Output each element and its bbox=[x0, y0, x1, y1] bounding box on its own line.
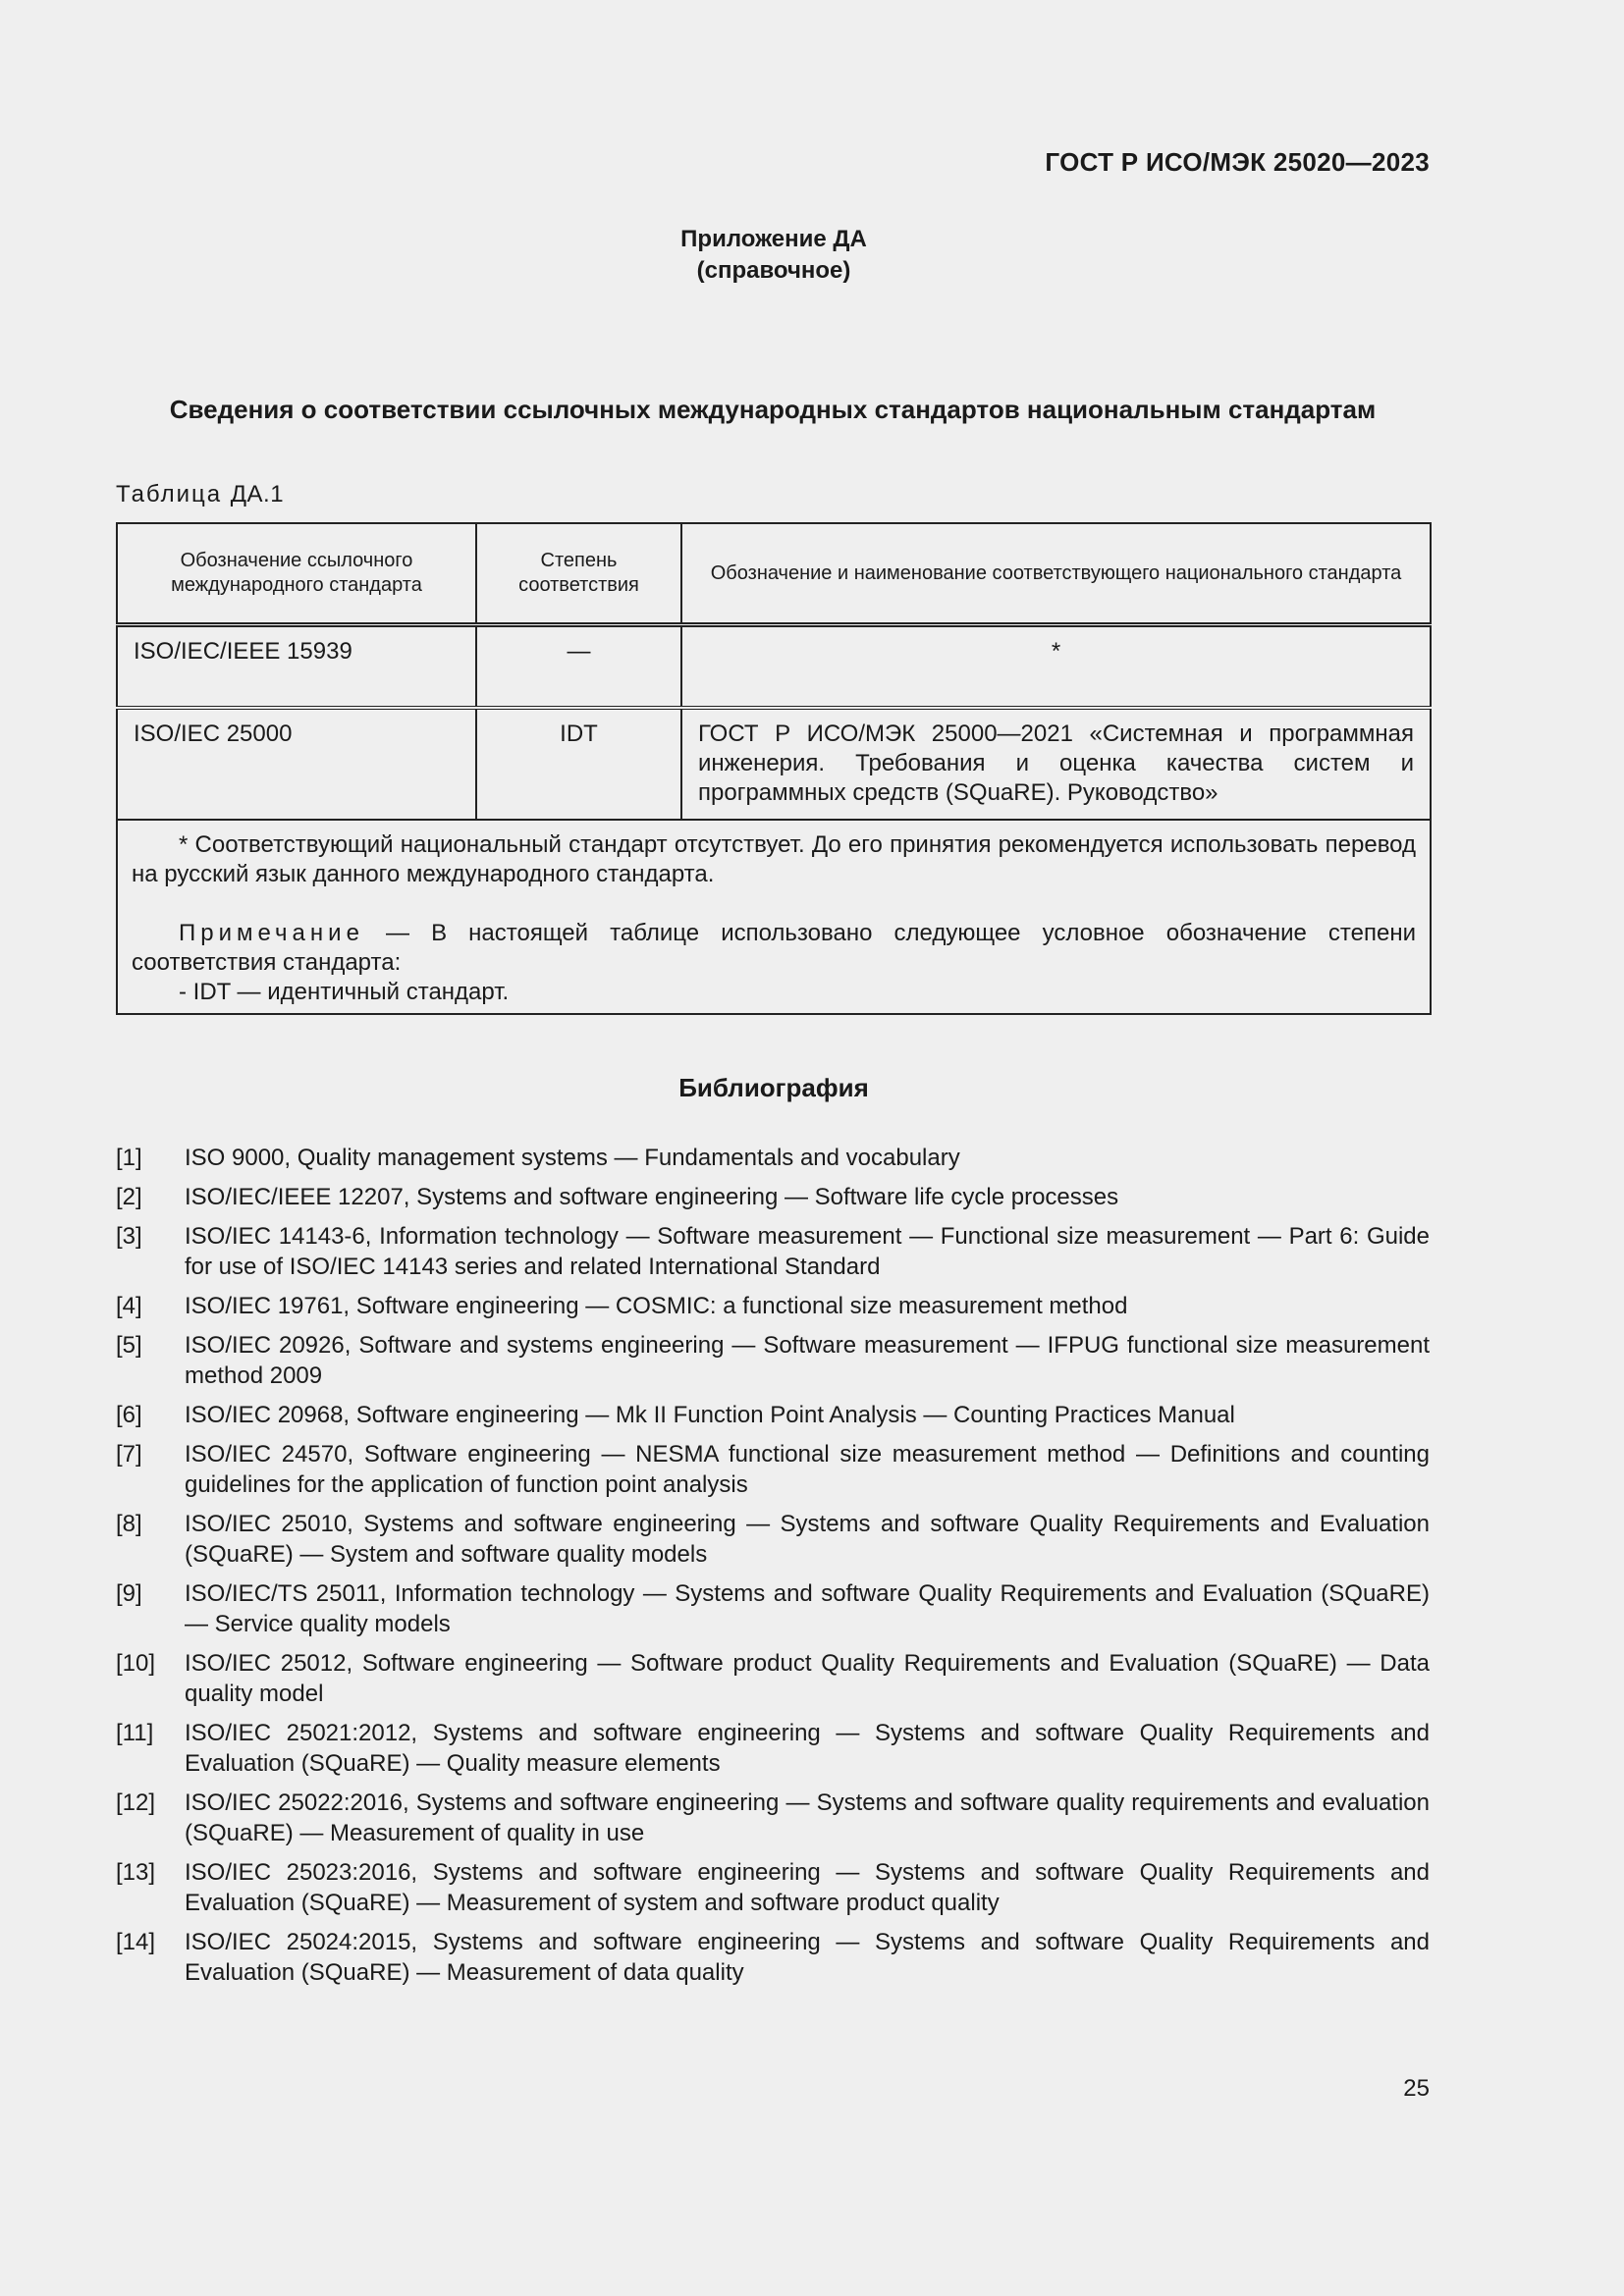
list-item-number: [7] bbox=[116, 1441, 142, 1468]
table-cell-national: ГОСТ Р ИСО/МЭК 25000—2021 «Системная и программная инженерия. Требования и оценка качества систем и программных средств (SQuaRE). Руководство» bbox=[681, 708, 1431, 820]
list-item-number: [14] bbox=[116, 1929, 156, 1955]
list-item-number: [13] bbox=[116, 1859, 156, 1886]
list-item-text: ISO/IEC 25023:2016, Systems and software engineering — Systems and software Quality Requirements and Evaluation (SQuaRE) — Measurement of system and software product quality bbox=[185, 1859, 1430, 1916]
list-item-text: ISO/IEC 25024:2015, Systems and software engineering — Systems and software Quality Requirements and Evaluation (SQuaRE) — Measurement of data quality bbox=[185, 1929, 1430, 1986]
table-note bbox=[132, 919, 1416, 978]
note-label: Примечание bbox=[179, 920, 364, 946]
appendix-subtitle: (справочное) bbox=[696, 257, 851, 284]
table-cell-degree: IDT bbox=[476, 708, 681, 820]
list-item-text: ISO/IEC 20968, Software engineering — Mk II Function Point Analysis — Counting Practices Manual bbox=[185, 1402, 1235, 1428]
column-header: Обозначение и наименование соответствующего национального стандарта bbox=[681, 523, 1431, 625]
list-item bbox=[116, 1330, 1430, 1391]
list-item-number: [10] bbox=[116, 1650, 156, 1677]
list-item bbox=[116, 1400, 1430, 1430]
list-item-text: ISO/IEC 20926, Software and systems engineering — Software measurement — IFPUG functional size measurement method 2009 bbox=[185, 1332, 1430, 1389]
list-item-text: ISO/IEC/IEEE 12207, Systems and software engineering — Software life cycle processes bbox=[185, 1184, 1119, 1210]
list-item-number: [8] bbox=[116, 1511, 142, 1537]
column-header: Степень соответствия bbox=[476, 523, 681, 625]
appendix-title: Приложение ДА bbox=[680, 226, 867, 252]
document-id-header: ГОСТ Р ИСО/МЭК 25020—2023 bbox=[1045, 147, 1430, 177]
list-item bbox=[116, 1857, 1430, 1918]
table-caption bbox=[116, 481, 284, 508]
appendix-heading bbox=[0, 224, 1547, 287]
list-item bbox=[116, 1788, 1430, 1848]
list-item-text: ISO/IEC 14143-6, Information technology — Software measurement — Functional size measurement — Part 6: Guide for use of ISO/IEC 14143 series and related International Standard bbox=[185, 1223, 1430, 1280]
list-item-text: ISO/IEC 24570, Software engineering — NESMA functional size measurement method — Definitions and counting guidelines for the application of function point analysis bbox=[185, 1441, 1430, 1498]
table-footnote: * Соответствующий национальный стандарт отсутствует. До его принятия рекомендуется использовать перевод на русский язык данного международного стандарта. bbox=[132, 831, 1416, 887]
list-item-number: [11] bbox=[116, 1720, 154, 1746]
list-item bbox=[116, 1221, 1430, 1282]
table-cell-standard: ISO/IEC 25000 bbox=[117, 708, 476, 820]
page-number: 25 bbox=[1403, 2075, 1430, 2102]
list-item-text: ISO/IEC 25010, Systems and software engineering — Systems and software Quality Requirements and Evaluation (SQuaRE) — System and software quality models bbox=[185, 1511, 1430, 1568]
section-title: Сведения о соответствии ссылочных международных стандартов национальным стандартам bbox=[169, 395, 1377, 424]
list-item-text: ISO/IEC 25012, Software engineering — Software product Quality Requirements and Evaluation (SQuaRE) — Data quality model bbox=[185, 1650, 1430, 1707]
list-item bbox=[116, 1718, 1430, 1779]
bibliography-title: Библиография bbox=[678, 1073, 869, 1102]
note-list-item: - IDT — идентичный стандарт. bbox=[179, 979, 510, 1005]
list-item bbox=[116, 1927, 1430, 1988]
column-header: Обозначение ссылочного международного стандарта bbox=[117, 523, 476, 625]
list-item bbox=[116, 1291, 1430, 1321]
table-row bbox=[117, 708, 1431, 820]
list-item bbox=[116, 1182, 1430, 1212]
list-item-number: [5] bbox=[116, 1332, 142, 1359]
table-header-row bbox=[117, 523, 1431, 625]
table-cell-degree: — bbox=[476, 625, 681, 709]
list-item-number: [3] bbox=[116, 1223, 142, 1250]
table-cell-standard: ISO/IEC/IEEE 15939 bbox=[117, 625, 476, 709]
list-item-text: ISO/IEC 25021:2012, Systems and software engineering — Systems and software Quality Requirements and Evaluation (SQuaRE) — Quality measure elements bbox=[185, 1720, 1430, 1777]
table-notes bbox=[117, 820, 1431, 1014]
table-caption-number: ДА.1 bbox=[230, 481, 285, 507]
list-item bbox=[116, 1509, 1430, 1570]
table-caption-label: Таблица bbox=[116, 481, 223, 507]
table-cell-national: * bbox=[681, 625, 1431, 709]
list-item-number: [9] bbox=[116, 1580, 142, 1607]
list-item-text: ISO/IEC 25022:2016, Systems and software engineering — Systems and software quality requirements and evaluation (SQuaRE) — Measurement of quality in use bbox=[185, 1789, 1430, 1846]
list-item bbox=[116, 1648, 1430, 1709]
table-row bbox=[117, 625, 1431, 709]
list-item-text: ISO/IEC/TS 25011, Information technology — Systems and software Quality Requirements and Evaluation (SQuaRE) — Service quality models bbox=[185, 1580, 1430, 1637]
list-item-text: ISO 9000, Quality management systems — Fundamentals and vocabulary bbox=[185, 1145, 960, 1171]
list-item bbox=[116, 1143, 1430, 1173]
table-notes-row bbox=[117, 820, 1431, 1014]
correspondence-table bbox=[116, 522, 1432, 1015]
note-text: — В настоящей таблице использовано следующее условное обозначение степени соответствия стандарта: bbox=[132, 920, 1416, 976]
list-item bbox=[116, 1578, 1430, 1639]
list-item-text: ISO/IEC 19761, Software engineering — COSMIC: a functional size measurement method bbox=[185, 1293, 1128, 1319]
list-item-number: [1] bbox=[116, 1145, 142, 1171]
list-item-number: [4] bbox=[116, 1293, 142, 1319]
list-item-number: [6] bbox=[116, 1402, 142, 1428]
bibliography-list bbox=[116, 1143, 1430, 1997]
list-item bbox=[116, 1439, 1430, 1500]
list-item-number: [12] bbox=[116, 1789, 156, 1816]
list-item-number: [2] bbox=[116, 1184, 142, 1210]
